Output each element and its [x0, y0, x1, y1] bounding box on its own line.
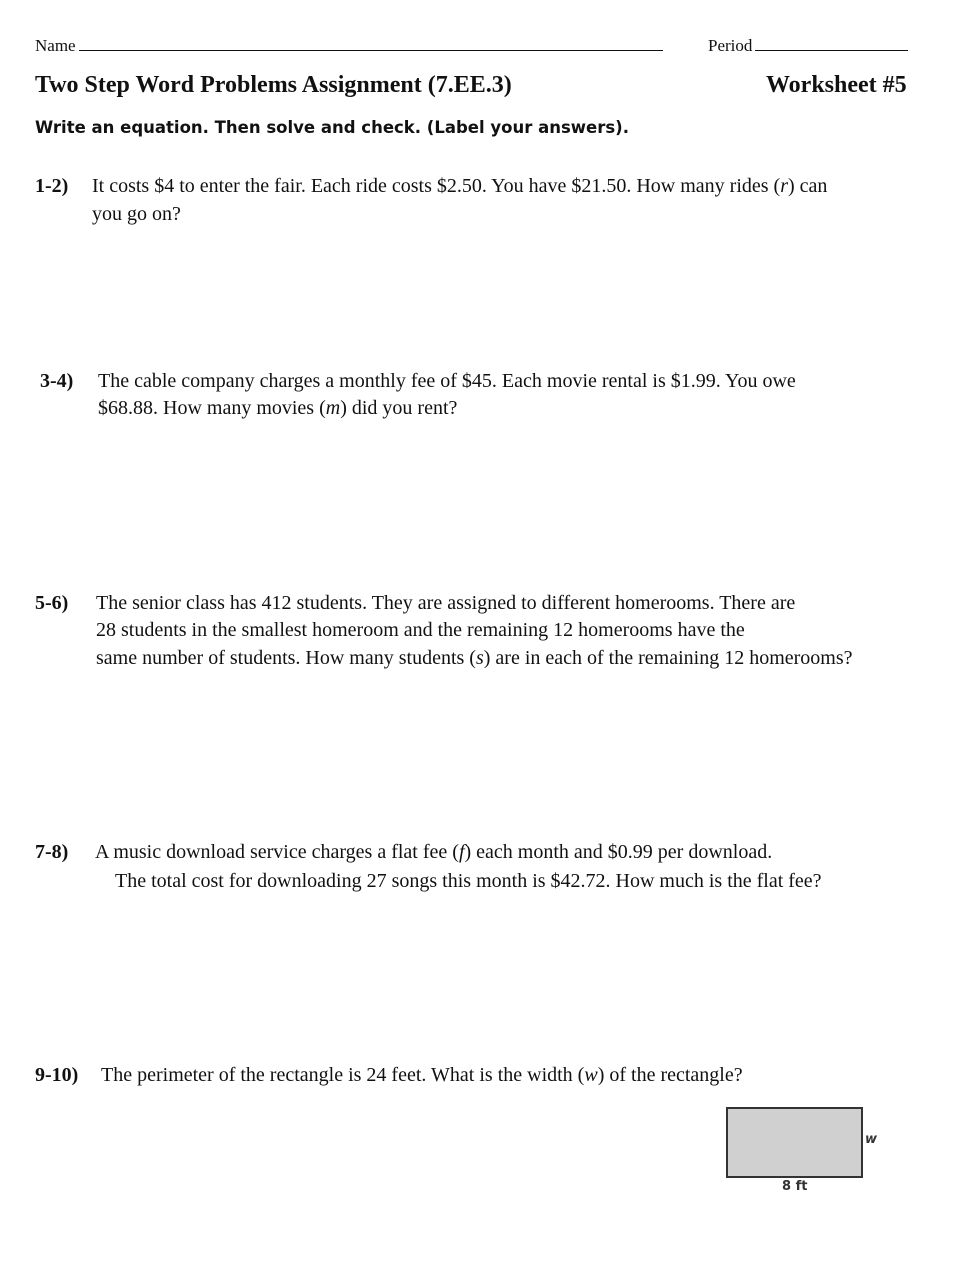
- problem-line: 28 students in the smallest homeroom and the remaining 12 homerooms have the: [96, 619, 745, 641]
- problem-number: 7-8): [35, 841, 69, 863]
- problem-line: The senior class has 412 students. They are assigned to different homerooms. There are: [96, 592, 796, 614]
- period-blank[interactable]: [755, 36, 908, 51]
- worksheet-number: Worksheet #5: [766, 72, 907, 98]
- problem-line: same number of students. How many students (s) are in each of the remaining 12 homerooms?: [96, 647, 853, 669]
- name-label: Name: [35, 36, 76, 55]
- problem-line: The total cost for downloading 27 songs this month is $42.72. How much is the flat fee?: [115, 870, 822, 892]
- problem-line: you go on?: [92, 203, 181, 225]
- problem-number: 3-4): [40, 370, 74, 392]
- assignment-title: Two Step Word Problems Assignment (7.EE.3): [35, 72, 512, 98]
- rectangle-figure: [726, 1107, 863, 1178]
- problem-number: 9-10): [35, 1064, 79, 1086]
- period-field: [708, 36, 908, 56]
- period-label: Period: [708, 36, 753, 55]
- problem-number: 5-6): [35, 592, 69, 614]
- problem-line: It costs $4 to enter the fair. Each ride costs $2.50. You have $21.50. How many rides (r) can: [92, 175, 828, 197]
- instructions: Write an equation. Then solve and check. (Label your answers).: [35, 118, 629, 137]
- length-label: 8 ft: [782, 1179, 808, 1194]
- problem-line: The perimeter of the rectangle is 24 feet. What is the width (w) of the rectangle?: [101, 1064, 743, 1086]
- problem-line: The cable company charges a monthly fee of $45. Each movie rental is $1.99. You owe: [98, 370, 796, 392]
- width-label: w: [865, 1132, 878, 1147]
- name-blank[interactable]: [79, 36, 663, 51]
- problem-line: $68.88. How many movies (m) did you rent?: [98, 397, 458, 419]
- problem-number: 1-2): [35, 175, 69, 197]
- name-field: [35, 36, 663, 56]
- problem-line: A music download service charges a flat fee (f) each month and $0.99 per download.: [95, 841, 773, 863]
